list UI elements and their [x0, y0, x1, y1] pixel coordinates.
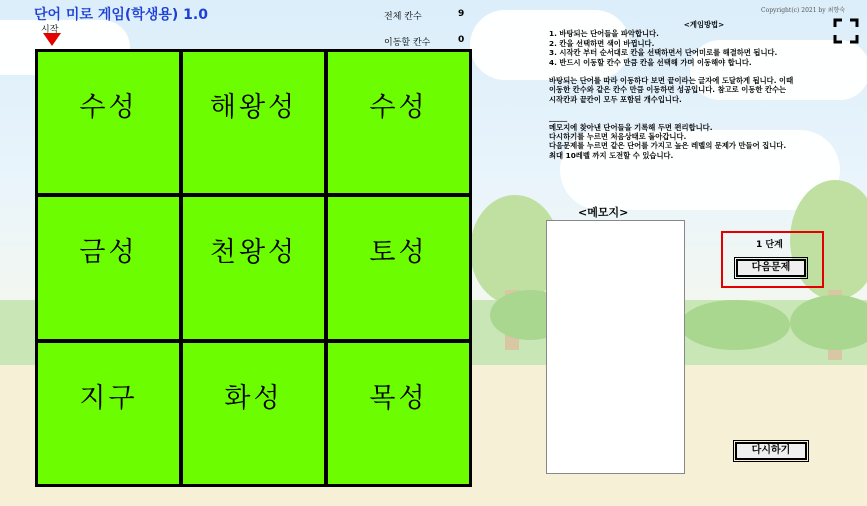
instructions-heading: <게임방법>: [683, 20, 725, 29]
maze-cell[interactable]: 지구: [38, 343, 179, 484]
start-label: 시작: [41, 25, 59, 35]
level-label: 1 단계: [756, 240, 783, 250]
instruction-line: 다음문제를 누르면 같은 단어를 가지고 높은 레벨의 문제가 만들어 집니다.: [549, 141, 787, 151]
maze-board: [35, 49, 472, 487]
instruction-line: 3. 시작칸 부터 순서대로 칸을 선택하면서 단어미로를 해결하면 됩니다.: [549, 48, 778, 58]
total-cells-stat: [384, 9, 465, 22]
instruction-line: 최대 10레벨 까지 도전할 수 있습니다.: [549, 150, 674, 160]
memo-textarea[interactable]: [546, 220, 685, 474]
retry-button[interactable]: 다시하기: [735, 442, 807, 460]
instruction-line: 2. 칸을 선택하면 색이 바뀝니다.: [549, 38, 655, 48]
bush: [680, 300, 790, 350]
total-cells-value: 9: [458, 9, 465, 19]
maze-cell[interactable]: 목성: [328, 343, 469, 484]
instruction-line: 시작칸과 끝칸이 모두 포함된 개수입니다.: [549, 94, 682, 104]
move-count-value: 0: [458, 35, 465, 45]
maze-cell[interactable]: 수성: [38, 52, 179, 193]
maze-cell[interactable]: 천왕성: [183, 197, 324, 338]
next-problem-button[interactable]: 다음문제: [736, 259, 806, 277]
maze-cell[interactable]: 해왕성: [183, 52, 324, 193]
maze-cell[interactable]: 화성: [183, 343, 324, 484]
instruction-line: 이동한 칸수와 같은 칸수 만큼 이동하면 성공입니다. 참고로 이동한 칸수는: [549, 85, 787, 95]
maze-cell[interactable]: 수성: [328, 52, 469, 193]
app-title: 단어 미로 게임(학생용) 1.0: [34, 7, 208, 23]
instruction-line: 바탕되는 단어를 따라 이동하다 보면 끝이라는 글자에 도달하게 됩니다. 이때: [549, 76, 794, 86]
move-count-label: 이동할 칸수: [384, 38, 431, 48]
memo-title: <메모지>: [578, 206, 629, 219]
start-arrow-icon: [43, 33, 61, 46]
instruction-line: 다시하기를 누르면 처음상태로 돌아갑니다.: [549, 132, 687, 142]
instruction-separator: _____: [549, 113, 568, 123]
instruction-line: 1. 바탕되는 단어들을 파악합니다.: [549, 29, 659, 39]
instruction-line: 4. 반드시 이동할 칸수 만큼 칸을 선택해 가며 이동해야 합니다.: [549, 57, 752, 67]
total-cells-label: 전체 칸수: [384, 12, 422, 22]
maze-cell[interactable]: 토성: [328, 197, 469, 338]
instruction-line: 메모지에 찾아낸 단어들을 기록해 두면 편리합니다.: [549, 122, 713, 132]
game-instructions: [549, 20, 849, 160]
copyright: Copyright(c) 2021 by 최향숙: [761, 7, 845, 14]
move-count-stat: [384, 35, 465, 48]
maze-cell[interactable]: 금성: [38, 197, 179, 338]
